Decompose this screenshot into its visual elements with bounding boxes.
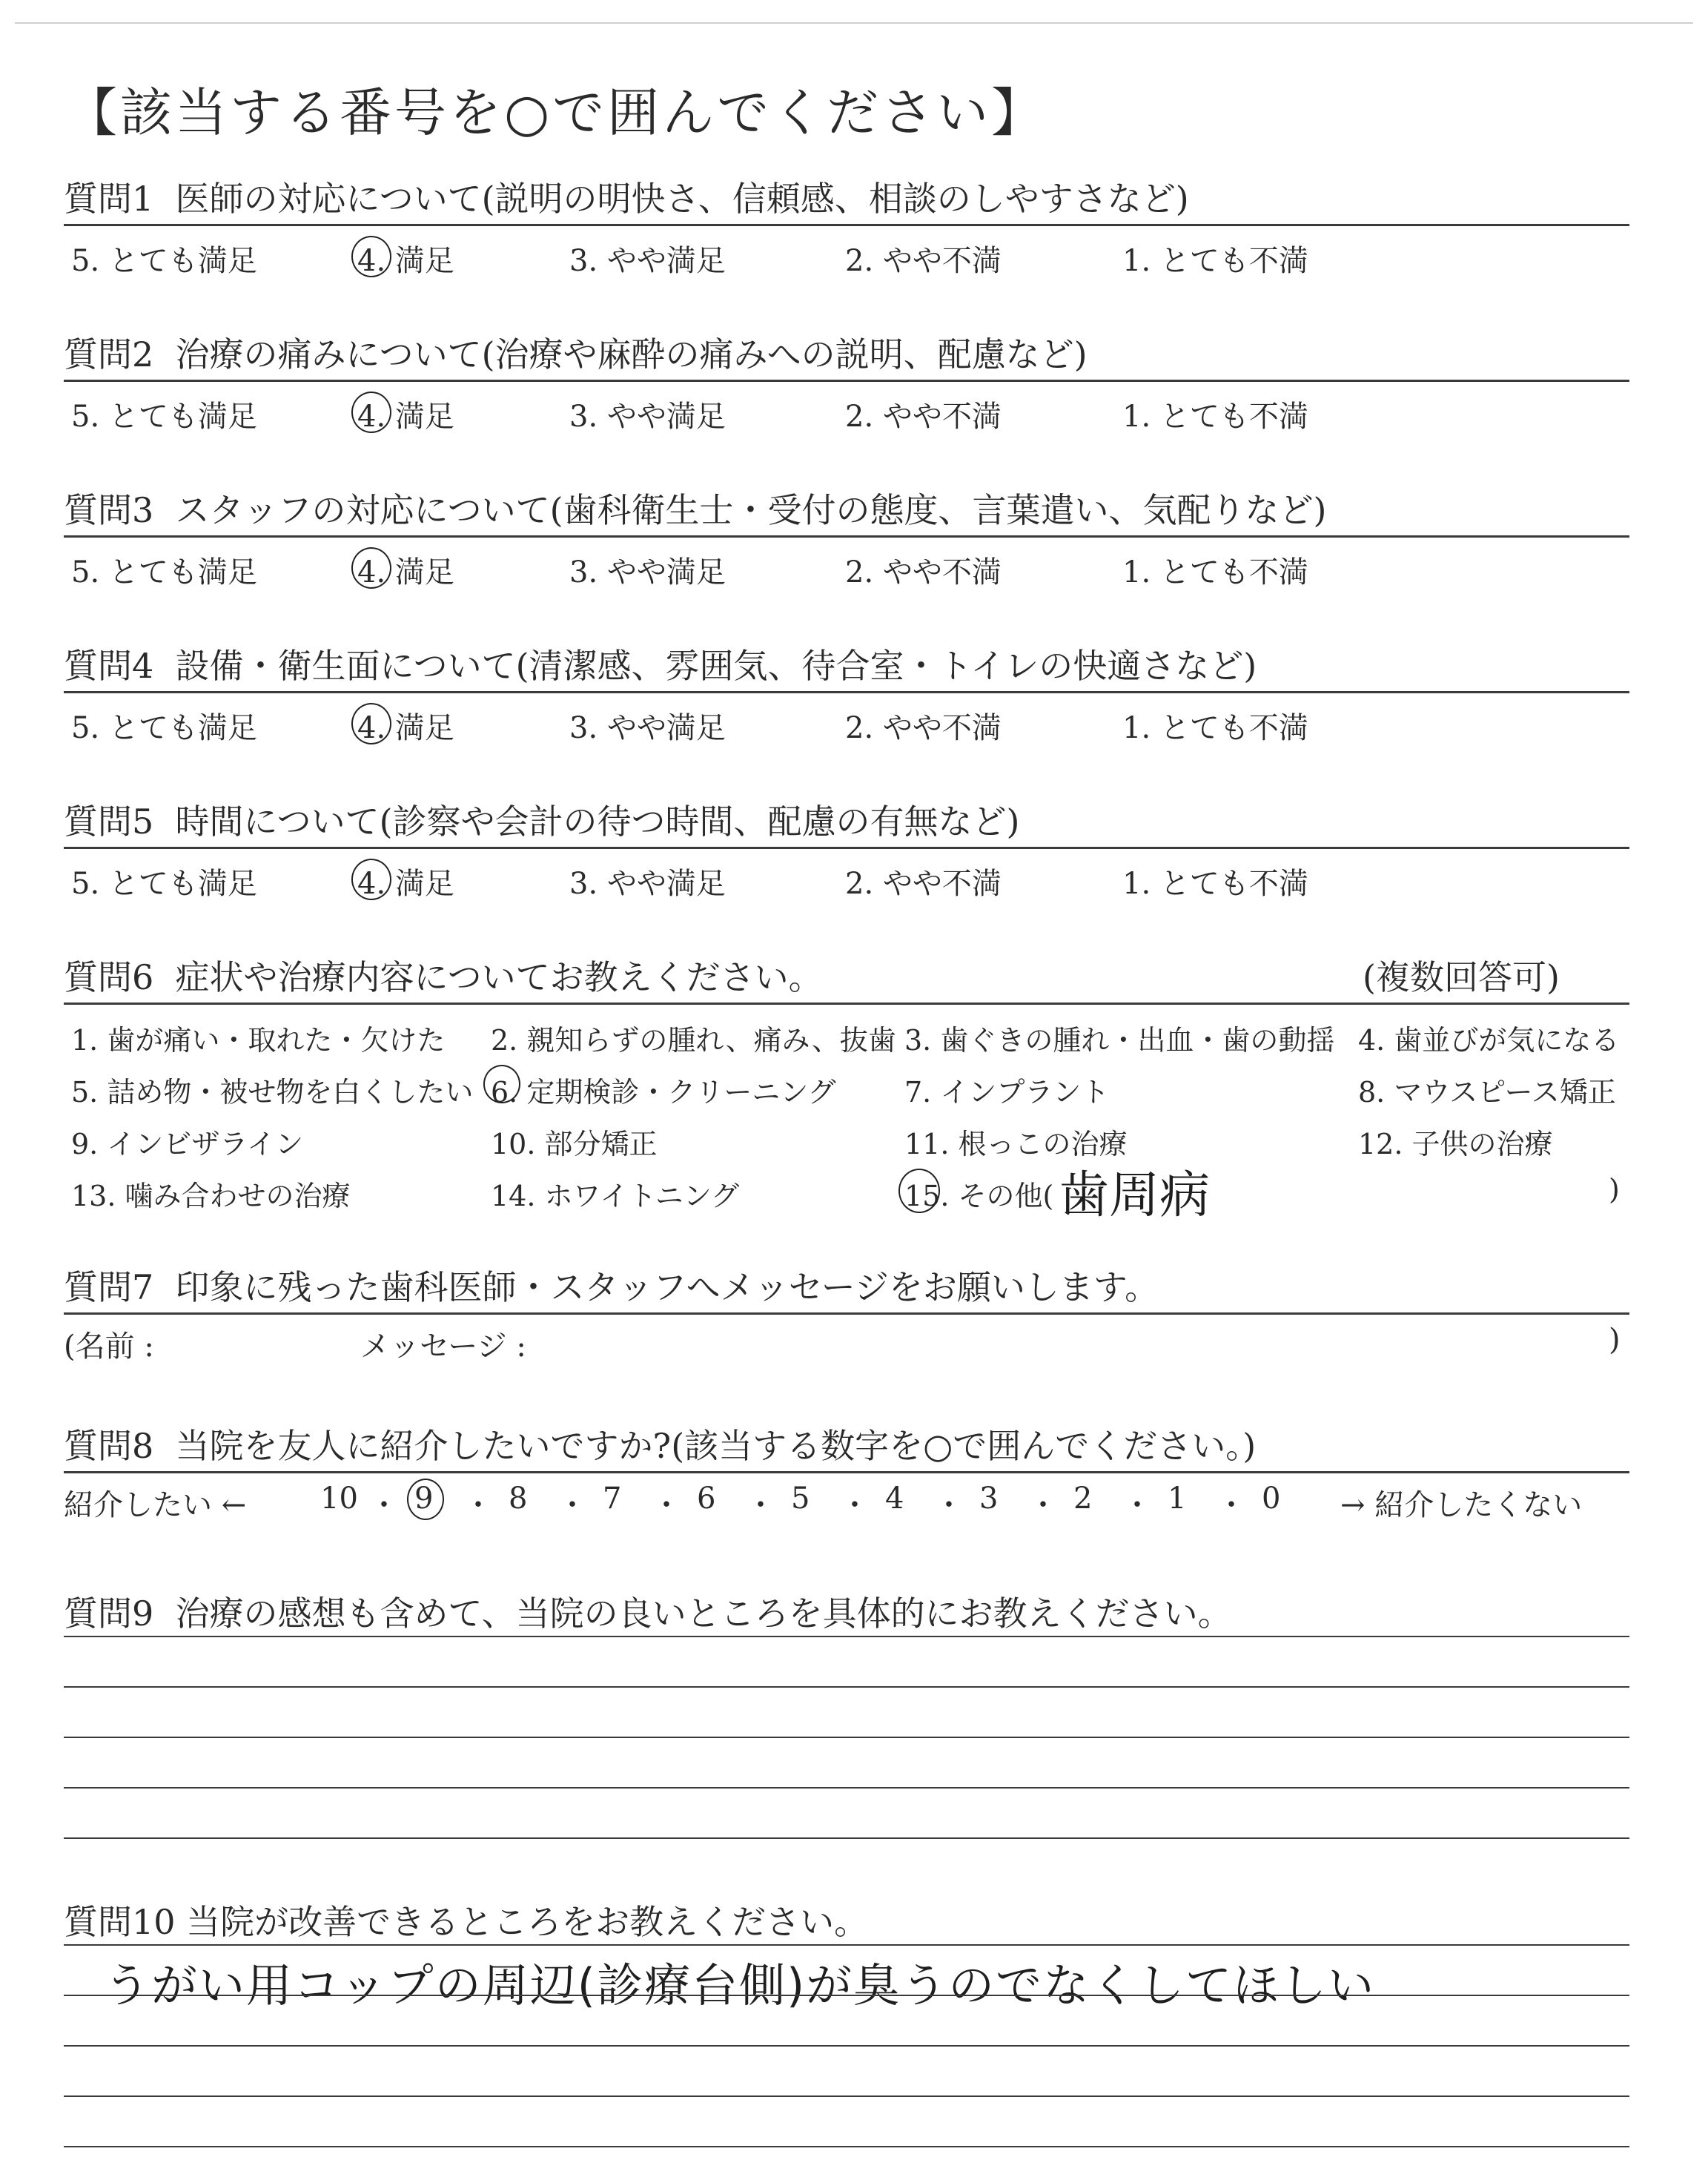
q5-text: 時間について(診察や会計の待つ時間、配慮の有無など) [175, 802, 1020, 842]
q8-label: 質問8 [64, 1426, 154, 1466]
q8-scale-option-9[interactable]: 9 [414, 1482, 434, 1516]
q8-scale-option-5[interactable]: 5 [791, 1482, 810, 1516]
q8-heading [64, 1419, 1256, 1468]
q3-text: スタッフの対応について(歯科衛生士・受付の態度、言葉遣い、気配りなど) [175, 490, 1327, 530]
q5-heading [64, 795, 1020, 844]
q7-name-label: (名前 : [64, 1330, 154, 1364]
q6-option-2[interactable]: 2. 親知らずの腫れ、痛み、抜歯 [491, 1024, 896, 1057]
q8-scale-option-6[interactable]: 6 [697, 1482, 716, 1516]
q1-label: 質問1 [64, 179, 154, 219]
q10-answer-line-1[interactable] [64, 1944, 1629, 1946]
q9-label: 質問9 [64, 1593, 154, 1634]
q6-option-8[interactable]: 8. マウスピース矯正 [1358, 1076, 1616, 1109]
q2-circle-mark [351, 392, 391, 433]
q6-option-13[interactable]: 13. 噛み合わせの治療 [71, 1180, 351, 1212]
q5-option-2[interactable]: 2. やや不満 [845, 867, 1002, 901]
q3-heading [64, 483, 1327, 532]
q6-heading [64, 951, 823, 1000]
q9-answer-line-5[interactable] [64, 1837, 1629, 1839]
q3-option-4[interactable]: 4. 満足 [357, 555, 454, 589]
q5-option-5[interactable]: 5. とても満足 [71, 867, 257, 901]
q8-scale-separator: ・ [369, 1488, 399, 1522]
q7-close-paren: ) [1609, 1323, 1621, 1357]
q5-rule [64, 847, 1629, 849]
q3-label: 質問3 [64, 490, 154, 530]
q2-option-5[interactable]: 5. とても満足 [71, 400, 257, 434]
q2-option-1[interactable]: 1. とても不満 [1122, 400, 1308, 434]
q6-option-15-circle-mark [898, 1169, 940, 1213]
q3-rule [64, 535, 1629, 538]
q8-scale-option-7[interactable]: 7 [603, 1482, 622, 1516]
q1-option-1[interactable]: 1. とても不満 [1122, 244, 1308, 278]
q6-rule [64, 1003, 1629, 1005]
q6-option-5[interactable]: 5. 詰め物・被せ物を白くしたい [71, 1076, 474, 1109]
q8-scale-option-4[interactable]: 4 [885, 1482, 904, 1516]
q8-scale-option-2[interactable]: 2 [1073, 1482, 1093, 1516]
q9-heading [64, 1587, 1232, 1636]
q4-option-4[interactable]: 4. 満足 [357, 711, 454, 745]
q3-option-2[interactable]: 2. やや不満 [845, 555, 1002, 589]
page-title: 【該当する番号を○で囲んでください】 [65, 82, 1047, 143]
top-border [15, 22, 1693, 24]
q4-option-1[interactable]: 1. とても不満 [1122, 711, 1308, 745]
q2-option-3[interactable]: 3. やや満足 [569, 400, 726, 434]
q6-option-15-close: ) [1609, 1173, 1620, 1206]
q5-circle-mark [351, 859, 391, 900]
q8-scale-option-1[interactable]: 1 [1168, 1482, 1187, 1516]
q4-option-3[interactable]: 3. やや満足 [569, 711, 726, 745]
q10-answer-line-2[interactable] [64, 1995, 1629, 1996]
q6-option-9[interactable]: 9. インビザライン [71, 1128, 304, 1160]
q6-option-4[interactable]: 4. 歯並びが気になる [1358, 1024, 1620, 1057]
q1-rule [64, 224, 1629, 226]
q6-option-7[interactable]: 7. インプラント [904, 1076, 1110, 1109]
q8-rule [64, 1471, 1629, 1473]
q4-option-5[interactable]: 5. とても満足 [71, 711, 257, 745]
q8-scale-separator: ・ [746, 1488, 775, 1522]
q8-scale-option-0[interactable]: 0 [1262, 1482, 1281, 1516]
q8-circle-mark [407, 1479, 444, 1520]
q2-option-2[interactable]: 2. やや不満 [845, 400, 1002, 434]
q9-text: 治療の感想も含めて、当院の良いところを具体的にお教えください。 [175, 1593, 1232, 1634]
q1-heading [64, 172, 1189, 221]
q1-option-5[interactable]: 5. とても満足 [71, 244, 257, 278]
q1-option-2[interactable]: 2. やや不満 [845, 244, 1002, 278]
q4-option-2[interactable]: 2. やや不満 [845, 711, 1002, 745]
q5-option-4[interactable]: 4. 満足 [357, 867, 454, 901]
q5-option-1[interactable]: 1. とても不満 [1122, 867, 1308, 901]
q2-option-4[interactable]: 4. 満足 [357, 400, 454, 434]
q8-scale-separator: ・ [1217, 1488, 1246, 1522]
q4-text: 設備・衛生面について(清潔感、雰囲気、待合室・トイレの快適さなど) [175, 646, 1257, 686]
q7-heading [64, 1261, 1159, 1309]
q9-answer-line-1[interactable] [64, 1636, 1629, 1637]
q6-text: 症状や治療内容についてお教えください。 [175, 957, 823, 997]
q5-option-3[interactable]: 3. やや満足 [569, 867, 726, 901]
q10-answer-line-4[interactable] [64, 2095, 1629, 2097]
q6-option-1[interactable]: 1. 歯が痛い・取れた・欠けた [71, 1024, 446, 1057]
q6-option-10[interactable]: 10. 部分矯正 [491, 1128, 658, 1160]
q7-label: 質問7 [64, 1267, 154, 1307]
q6-option-12[interactable]: 12. 子供の治療 [1358, 1128, 1553, 1160]
q2-rule [64, 380, 1629, 382]
q3-circle-mark [351, 547, 391, 589]
q6-option-6-circle-mark [483, 1065, 520, 1103]
q3-option-3[interactable]: 3. やや満足 [569, 555, 726, 589]
q4-heading [64, 639, 1257, 688]
q8-scale-separator: ・ [557, 1488, 587, 1522]
q10-heading [64, 1895, 868, 1944]
q1-option-4[interactable]: 4. 満足 [357, 244, 454, 278]
q8-scale-option-8[interactable]: 8 [509, 1482, 528, 1516]
q2-label: 質問2 [64, 334, 154, 374]
q10-answer-line-5[interactable] [64, 2146, 1629, 2147]
q8-right-label: → 紹介したくない [1340, 1488, 1583, 1522]
q3-option-5[interactable]: 5. とても満足 [71, 555, 257, 589]
q9-answer-line-3[interactable] [64, 1737, 1629, 1738]
q6-option-14[interactable]: 14. ホワイトニング [491, 1180, 740, 1212]
q7-text: 印象に残った歯科医師・スタッフへメッセージをお願いします。 [175, 1267, 1159, 1307]
q8-scale-separator: ・ [1028, 1488, 1058, 1522]
q3-option-1[interactable]: 1. とても不満 [1122, 555, 1308, 589]
q8-left-label: 紹介したい ← [64, 1488, 247, 1522]
q6-option-6[interactable]: 6. 定期検診・クリーニング [491, 1076, 836, 1109]
q9-answer-line-2[interactable] [64, 1686, 1629, 1688]
q8-scale-separator: ・ [1122, 1488, 1152, 1522]
q10-text: 当院が改善できるところをお教えください。 [186, 1902, 869, 1942]
q6-option-11[interactable]: 11. 根っこの治療 [904, 1128, 1128, 1160]
q8-scale-separator: ・ [463, 1488, 493, 1522]
q6-other-handwritten-answer[interactable]: 歯周病 [1059, 1166, 1211, 1225]
q4-rule [64, 691, 1629, 693]
q7-rule [64, 1312, 1629, 1315]
q8-scale-option-3[interactable]: 3 [979, 1482, 999, 1516]
q4-circle-mark [351, 703, 391, 744]
q8-text: 当院を友人に紹介したいですか?(該当する数字を○で囲んでください。) [175, 1426, 1257, 1466]
q10-label: 質問10 [64, 1902, 176, 1942]
q9-answer-line-4[interactable] [64, 1787, 1629, 1789]
q6-option-15[interactable]: 15. その他( [904, 1180, 1054, 1212]
q8-scale-option-10[interactable]: 10 [320, 1482, 358, 1516]
q1-option-3[interactable]: 3. やや満足 [569, 244, 726, 278]
q6-label: 質問6 [64, 957, 154, 997]
q5-label: 質問5 [64, 802, 154, 842]
q8-scale-separator: ・ [934, 1488, 964, 1522]
q10-handwritten-answer[interactable]: うがい用コップの周辺(診療台側)が臭うのでなくしてほしい [104, 1958, 1376, 2012]
q7-message-label: メッセージ : [360, 1330, 526, 1364]
q8-scale-separator: ・ [840, 1488, 870, 1522]
q1-circle-mark [351, 236, 391, 277]
q10-answer-line-3[interactable] [64, 2045, 1629, 2047]
q2-heading [64, 328, 1088, 377]
q2-text: 治療の痛みについて(治療や麻酔の痛みへの説明、配慮など) [175, 334, 1088, 374]
q1-text: 医師の対応について(説明の明快さ、信頼感、相談のしやすさなど) [175, 179, 1189, 219]
q6-option-3[interactable]: 3. 歯ぐきの腫れ・出血・歯の動揺 [904, 1024, 1335, 1057]
q8-scale-separator: ・ [652, 1488, 681, 1522]
q4-label: 質問4 [64, 646, 154, 686]
q6-note: (複数回答可) [1363, 957, 1560, 997]
